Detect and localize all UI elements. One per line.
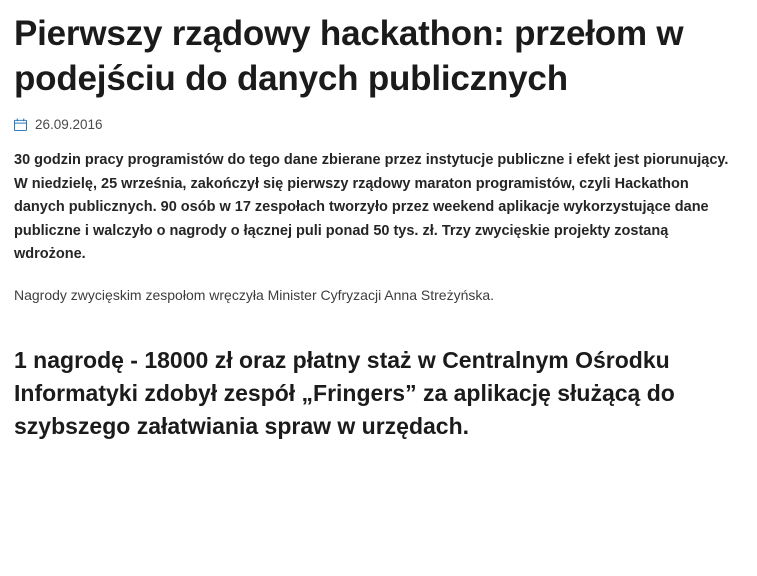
publish-date: 26.09.2016	[35, 116, 103, 132]
article-subnote: Nagrody zwycięskim zespołom wręczyła Minister Cyfryzacji Anna Streżyńska.	[14, 286, 495, 303]
page-title: Pierwszy rządowy hackathon: przełom w podejściu do danych publicznych	[14, 14, 684, 98]
award-heading: 1 nagrodę - 18000 zł oraz płatny staż w Centralnym Ośrodku Informatyki zdobył zespół „Fringers” za aplikację służącą do szybszego załatwiania spraw w urzędach.	[14, 347, 675, 439]
article-lead: 30 godzin pracy programistów do tego dane zbierane przez instytucje publiczne i efekt jest piorunujący. W niedzielę, 25 września, zakończył się pierwszy rządowy maraton programistów, czyli Hackathon danych publicznych. 90 osób w 17 zespołach tworzyło przez weekend aplikacje wykorzystujące dane publiczne i walczyło o nagrody o łącznej puli ponad 50 tys. zł. Trzy zwycięskie projekty zostaną wdrożone.	[14, 152, 729, 263]
calendar-icon	[14, 118, 27, 131]
article-meta	[14, 118, 743, 132]
